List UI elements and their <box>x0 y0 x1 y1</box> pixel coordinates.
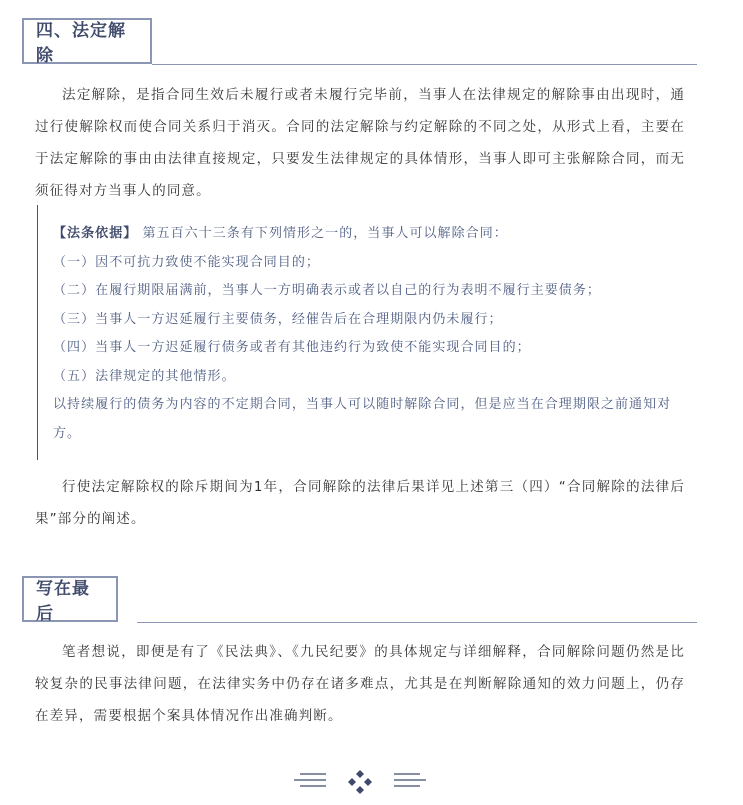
legal-basis-quote <box>37 205 688 460</box>
section-divider-line <box>152 64 697 65</box>
article-intro: 第五百六十三条有下列情形之一的，当事人可以解除合同： <box>137 226 508 241</box>
section-title: 四、法定解除 <box>36 21 126 66</box>
diamond-cluster-icon <box>0 768 743 798</box>
section-title-box <box>22 576 118 622</box>
quote-list-item: （三）当事人一方迟延履行主要债务，经催告后在合理期限内仍未履行； <box>53 311 503 327</box>
quote-list-item: （四）当事人一方迟延履行债务或者有其他违约行为致使不能实现合同目的； <box>53 340 531 355</box>
body-paragraph: 行使法定解除权的除斥期间为1年，合同解除的法律后果详见上述第三（四）“合同解除的法律后果”部分的阐述。 <box>35 479 685 527</box>
quote-list-item: （一）因不可抗力致使不能实现合同目的； <box>53 254 320 270</box>
legal-basis-label: 【法条依据】 <box>53 226 138 241</box>
section-title-box <box>22 18 152 64</box>
quote-list-item: （二）在履行期限届满前，当事人一方明确表示或者以自己的行为表明不履行主要债务； <box>53 283 601 298</box>
quote-intro-line <box>53 220 685 249</box>
section-title: 写在最后 <box>36 579 90 624</box>
section-divider-line <box>137 622 697 623</box>
body-paragraph: 笔者想说，即便是有了《民法典》、《九民纪要》的具体规定与详细解释，合同解除问题仍然是比较复杂的民事法律问题，在法律实务中仍存在诸多难点，尤其是在判断解除通知的效力问题上，仍存在差异，需要根据个案具体情况作出准确判断。 <box>35 644 685 724</box>
quote-list-item: （五）法律规定的其他情形。 <box>53 368 236 384</box>
quote-content <box>53 220 685 448</box>
body-paragraph: 法定解除，是指合同生效后未履行或者未履行完毕前，当事人在法律规定的解除事由出现时，通过行使解除权而使合同关系归于消灭。合同的法定解除与约定解除的不同之处，从形式上看，主要在于法定解除的事由由法律直接规定，只要发生法律规定的具体情形，当事人即可主张解除合同，而无须征得对方当事人的同意。 <box>35 87 685 199</box>
quote-tail: 以持续履行的债务为内容的不定期合同，当事人可以随时解除合同，但是应当在合理期限之前通知对方。 <box>53 397 672 441</box>
